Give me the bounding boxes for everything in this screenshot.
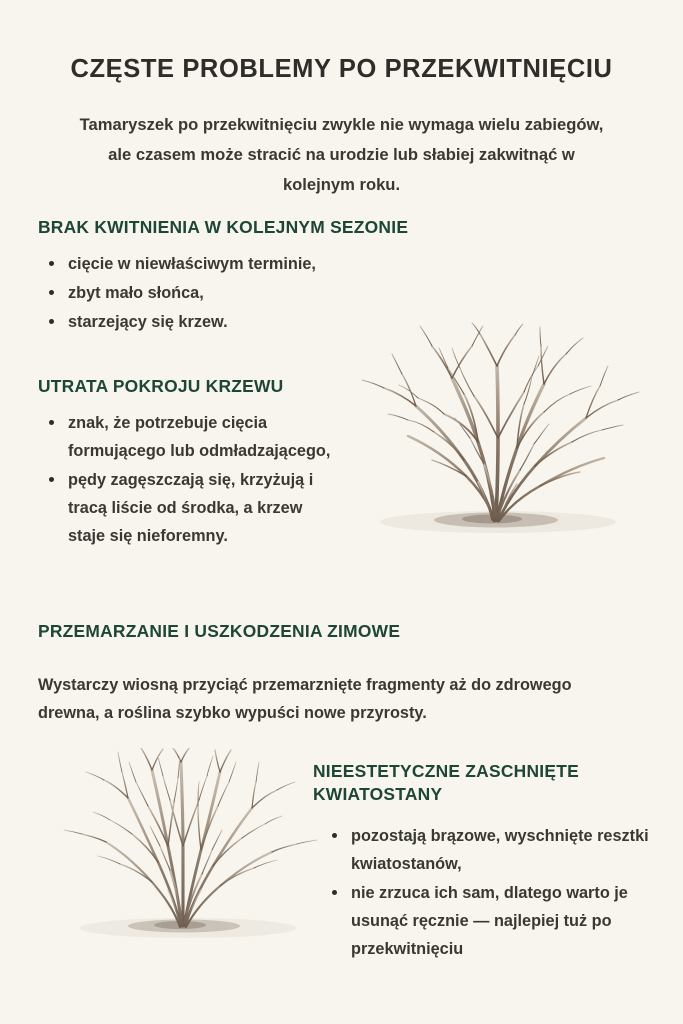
section-heading-nieestetyczne-kwiatostany: NIEESTETYCZNE ZASCHNIĘTE KWIATOSTANY <box>313 761 579 804</box>
bullet-dot-icon <box>332 833 337 838</box>
section-heading-utrata-pokroju: UTRATA POKROJU KRZEWU <box>38 376 284 396</box>
list-item-text: cięcie w niewłaściwym terminie, <box>68 255 316 273</box>
list-item <box>47 250 467 278</box>
bare-shrub-spreading-illustration <box>352 322 644 547</box>
bullet-dot-icon <box>49 420 54 425</box>
list-item <box>47 409 342 465</box>
bare-shrub-upright-illustration <box>62 748 324 953</box>
list-item <box>330 879 650 963</box>
list-item <box>330 822 650 878</box>
bullet-dot-icon <box>49 290 54 295</box>
section-3-paragraph: Wystarczy wiosną przyciąć przemarznięte fragmenty aż do zdrowego drewna, a roślina szybko wypuści nowe przyrosty. <box>38 676 572 723</box>
section-1-bullet-list <box>47 250 467 337</box>
list-item-text: starzejący się krzew. <box>68 313 228 331</box>
list-item-text: pozostają brązowe, wyschnięte resztki kwiatostanów, <box>351 827 649 873</box>
list-item-text: pędy zagęszczają się, krzyżują i tracą liście od środka, a krzew staje się nieforemny. <box>68 471 314 545</box>
list-item <box>47 308 467 336</box>
intro-paragraph: Tamaryszek po przekwitnięciu zwykle nie wymaga wielu zabiegów, ale czasem może stracić na urodzie lub słabiej zakwitnąć w kolejnym roku. <box>79 114 604 194</box>
list-item-text: znak, że potrzebuje cięcia formującego lub odmładzającego, <box>68 414 331 460</box>
section-4-bullet-list <box>330 822 650 964</box>
section-heading-przemarzanie: PRZEMARZANIE I USZKODZENIA ZIMOWE <box>38 621 401 641</box>
list-item-text: nie zrzuca ich sam, dlatego warto je usunąć ręcznie — najlepiej tuż po przekwitnięciu <box>351 884 628 958</box>
bullet-dot-icon <box>49 477 54 482</box>
bullet-dot-icon <box>49 319 54 324</box>
list-item <box>47 279 467 307</box>
page-title: CZĘSTE PROBLEMY PO PRZEKWITNIĘCIU <box>70 55 613 84</box>
bullet-dot-icon <box>49 261 54 266</box>
bullet-dot-icon <box>332 890 337 895</box>
list-item <box>47 466 342 550</box>
section-heading-brak-kwitnienia: BRAK KWITNIENIA W KOLEJNYM SEZONIE <box>38 217 409 237</box>
list-item-text: zbyt mało słońca, <box>68 284 204 302</box>
section-2-bullet-list <box>47 409 342 551</box>
